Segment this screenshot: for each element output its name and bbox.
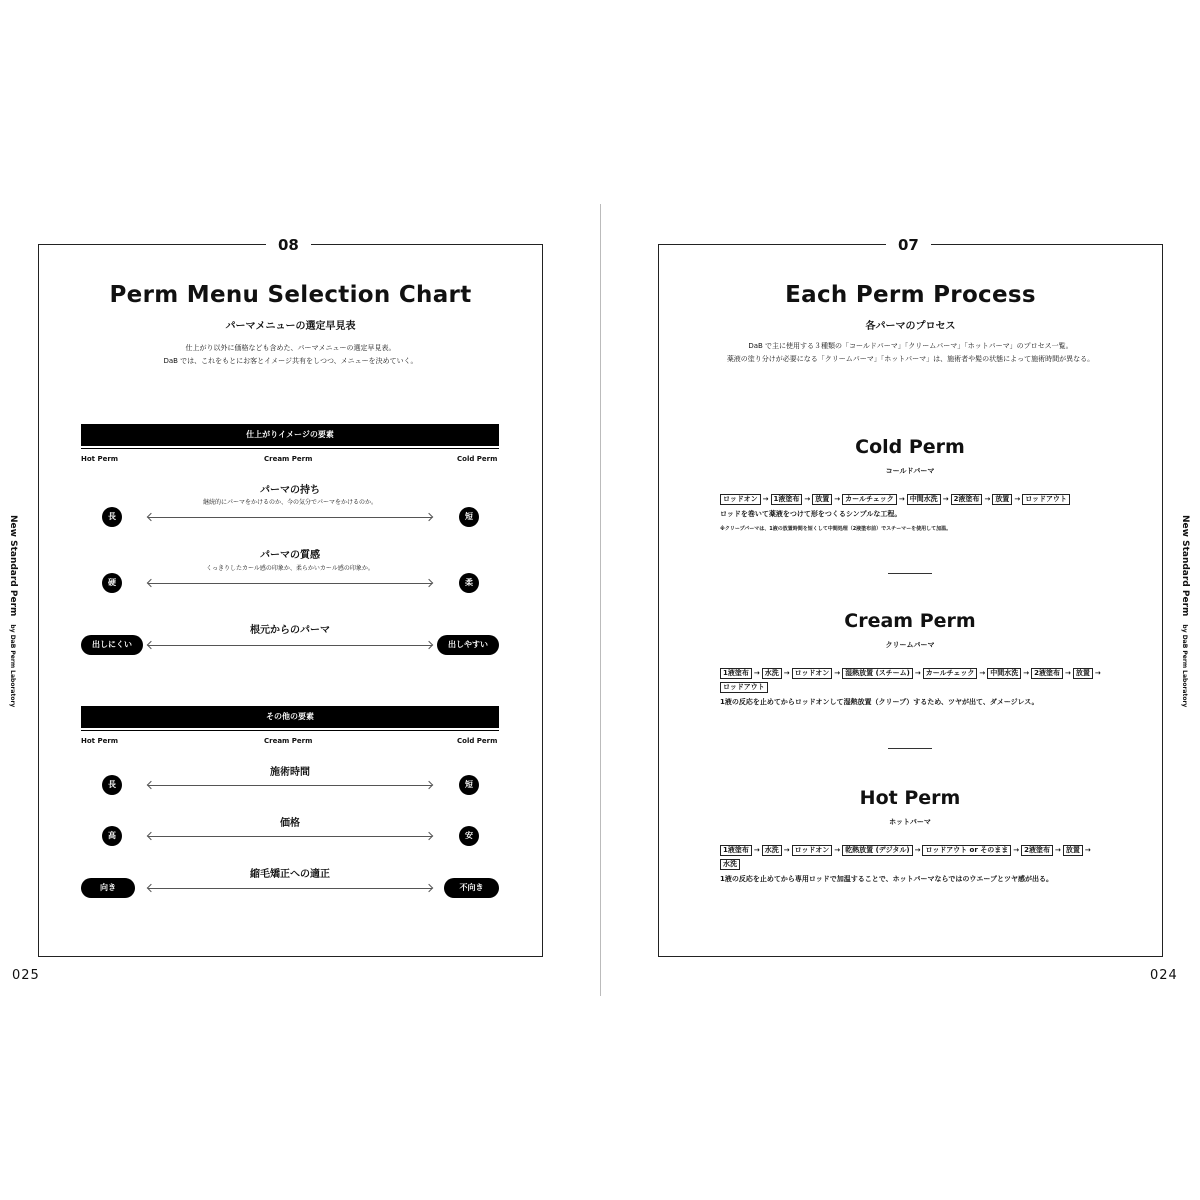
factor-title-treatment-time: 施術時間 xyxy=(270,767,310,778)
left-page-header xyxy=(38,0,543,1200)
straightening-scale-arrow xyxy=(148,888,432,889)
price-scale-arrow xyxy=(148,836,432,837)
section-rule-1 xyxy=(888,573,932,574)
step-arrow: → xyxy=(942,495,949,503)
left-page-description xyxy=(38,342,543,368)
price-left-badge: 高 xyxy=(102,826,122,846)
durability-scale-arrow xyxy=(148,517,432,518)
left-desc-line-2: DaB では、これをもとにお客とイメージ共有をしつつ、メニューを決めていく。 xyxy=(163,357,418,365)
step-arrow: → xyxy=(783,669,790,677)
scale-hot-perm-2: Hot Perm xyxy=(81,737,119,745)
texture-right-badge: 柔 xyxy=(459,573,479,593)
factor-title-durability: パーマの持ち xyxy=(260,485,320,496)
cream-perm-title: Cream Perm xyxy=(844,610,976,632)
group-header-rule-2 xyxy=(81,730,499,731)
step-arrow: → xyxy=(984,495,991,503)
factor-desc-texture: くっきりしたカール感の印象か、柔らかいカール感の印象か。 xyxy=(206,565,374,572)
step-arrow: → xyxy=(914,669,921,677)
durability-left-badge: 長 xyxy=(102,507,122,527)
process-step: 2液塗布 xyxy=(1021,845,1053,856)
factor-title-root-perm: 根元からのパーマ xyxy=(250,625,330,636)
root-perm-right-pill: 出しやすい xyxy=(437,635,499,655)
process-step: ロッドアウト xyxy=(1022,494,1070,505)
process-step: 乾熱放置 (デジタル) xyxy=(842,845,912,856)
step-arrow: → xyxy=(834,669,841,677)
cold-perm-subtitle: コールドパーマ xyxy=(885,467,935,475)
right-page-number: 024 xyxy=(1150,968,1178,983)
left-sidebar-byline: by DaB Perm Laboratory xyxy=(9,624,16,708)
hot-perm-desc: 1液の反応を止めてから専用ロッドで加温することで、ホットパーマならではのウエーブとツヤ感が出る。 xyxy=(720,875,1054,883)
hot-perm-subtitle: ホットパーマ xyxy=(889,818,931,826)
factor-title-straightening: 縮毛矯正への適正 xyxy=(250,869,330,880)
step-arrow: → xyxy=(1094,669,1101,677)
left-sidebar-title: New Standard Permby DaB Perm Laboratory xyxy=(8,515,18,708)
hot-perm-title: Hot Perm xyxy=(859,787,961,809)
right-sidebar-title: New Standard Permby DaB Perm Laboratory xyxy=(1180,515,1190,708)
step-arrow: → xyxy=(1014,495,1021,503)
texture-scale-arrow xyxy=(148,583,432,584)
process-step: 中間水洗 xyxy=(987,668,1021,679)
process-step: ロッドオン xyxy=(720,494,761,505)
right-page-header xyxy=(658,0,1163,1200)
straightening-left-pill: 向き xyxy=(81,878,135,898)
straightening-right-pill: 不向き xyxy=(444,878,499,898)
process-step: 1液塗布 xyxy=(720,668,752,679)
step-arrow: → xyxy=(1013,846,1020,854)
process-step: 放置 xyxy=(1073,668,1093,679)
time-right-badge: 短 xyxy=(459,775,479,795)
time-scale-arrow xyxy=(148,785,432,786)
cold-perm-desc: ロッドを巻いて薬液をつけて形をつくるシンプルな工程。 xyxy=(720,510,902,518)
step-arrow: → xyxy=(753,846,760,854)
process-step: 水洗 xyxy=(720,859,740,870)
process-step: 2液塗布 xyxy=(951,494,983,505)
group-header-finish-image: 仕上がりイメージの要素 xyxy=(81,424,499,446)
group-header-other: その他の要素 xyxy=(81,706,499,728)
process-step: 放置 xyxy=(1063,845,1083,856)
scale-cold-perm-2: Cold Perm xyxy=(457,737,498,745)
step-arrow: → xyxy=(753,669,760,677)
left-section-number: 08 xyxy=(266,235,311,255)
section-rule-2 xyxy=(888,748,932,749)
step-arrow: → xyxy=(914,846,921,854)
root-perm-scale-arrow xyxy=(148,645,432,646)
process-step: 放置 xyxy=(992,494,1012,505)
scale-hot-perm: Hot Perm xyxy=(81,455,119,463)
price-right-badge: 安 xyxy=(459,826,479,846)
step-arrow: → xyxy=(1023,669,1030,677)
process-step: カールチェック xyxy=(923,668,978,679)
hot-perm-steps xyxy=(720,843,1110,871)
process-step: ロッドオン xyxy=(792,668,833,679)
scale-cold-perm: Cold Perm xyxy=(457,455,498,463)
factor-desc-durability: 継続的にパーマをかけるのか、今の気分でパーマをかけるのか。 xyxy=(202,499,377,506)
process-step: 中間水洗 xyxy=(907,494,941,505)
scale-cream-perm: Cream Perm xyxy=(264,455,313,463)
left-page-number: 025 xyxy=(12,968,40,983)
step-arrow: → xyxy=(834,846,841,854)
cold-perm-steps xyxy=(720,492,1110,506)
process-step: ロッドアウト or そのまま xyxy=(922,845,1011,856)
page-gutter xyxy=(600,204,601,996)
factor-title-texture: パーマの質感 xyxy=(260,550,320,561)
right-section-number: 07 xyxy=(886,235,931,255)
texture-left-badge: 硬 xyxy=(102,573,122,593)
process-step: 湿熱放置 (スチーム) xyxy=(842,668,913,679)
step-arrow: → xyxy=(804,495,811,503)
right-page-title: Each Perm Process xyxy=(785,282,1036,308)
right-desc-line-1: DaB で主に使用する３種類の「コールドパーマ」「クリームパーマ」「ホットパーマ」のプロセス一覧。 xyxy=(748,342,1073,350)
step-arrow: → xyxy=(979,669,986,677)
process-step: 水洗 xyxy=(762,845,782,856)
factor-title-price: 価格 xyxy=(280,818,300,829)
cream-perm-steps xyxy=(720,666,1110,694)
process-step: カールチェック xyxy=(842,494,897,505)
durability-right-badge: 短 xyxy=(459,507,479,527)
step-arrow: → xyxy=(762,495,769,503)
right-sidebar-byline: by DaB Perm Laboratory xyxy=(1181,624,1188,708)
cold-perm-title: Cold Perm xyxy=(855,436,965,458)
process-step: 水洗 xyxy=(762,668,782,679)
step-arrow: → xyxy=(1055,846,1061,854)
step-arrow: → xyxy=(783,846,790,854)
process-step: 放置 xyxy=(812,494,832,505)
right-desc-line-2: 薬液の塗り分けが必要になる「クリームパーマ」「ホットパーマ」は、施術者や髪の状態によって施術時間が異なる。 xyxy=(726,355,1095,363)
step-arrow: → xyxy=(898,495,905,503)
left-page-title: Perm Menu Selection Chart xyxy=(109,282,472,308)
time-left-badge: 長 xyxy=(102,775,122,795)
cream-perm-subtitle: クリームパーマ xyxy=(885,641,935,649)
process-step: ロッドオン xyxy=(792,845,833,856)
left-page-subtitle: パーマメニューの選定早見表 xyxy=(225,321,356,332)
step-arrow: → xyxy=(834,495,841,503)
step-arrow: → xyxy=(1084,846,1091,854)
process-step: 2液塗布 xyxy=(1031,668,1063,679)
scale-cream-perm-2: Cream Perm xyxy=(264,737,313,745)
process-step: ロッドアウト xyxy=(720,682,768,693)
root-perm-left-pill: 出しにくい xyxy=(81,635,143,655)
cold-perm-note: ※クリープパーマは、1液の放置時間を短くして中間処理（2液塗布前）でスチーマーを使用して加温。 xyxy=(720,526,952,532)
right-page-description xyxy=(658,340,1163,366)
group-header-rule xyxy=(81,448,499,449)
cream-perm-desc: 1液の反応を止めてからロッドオンして湿熱放置（クリープ）するため、ツヤが出て、ダメージレス。 xyxy=(720,698,1039,706)
process-step: 1液塗布 xyxy=(771,494,803,505)
right-page-subtitle: 各パーマのプロセス xyxy=(865,321,956,332)
process-step: 1液塗布 xyxy=(720,845,752,856)
left-desc-line-1: 仕上がり以外に価格なども含めた、パーマメニューの選定早見表。 xyxy=(185,344,396,352)
step-arrow: → xyxy=(1065,669,1071,677)
